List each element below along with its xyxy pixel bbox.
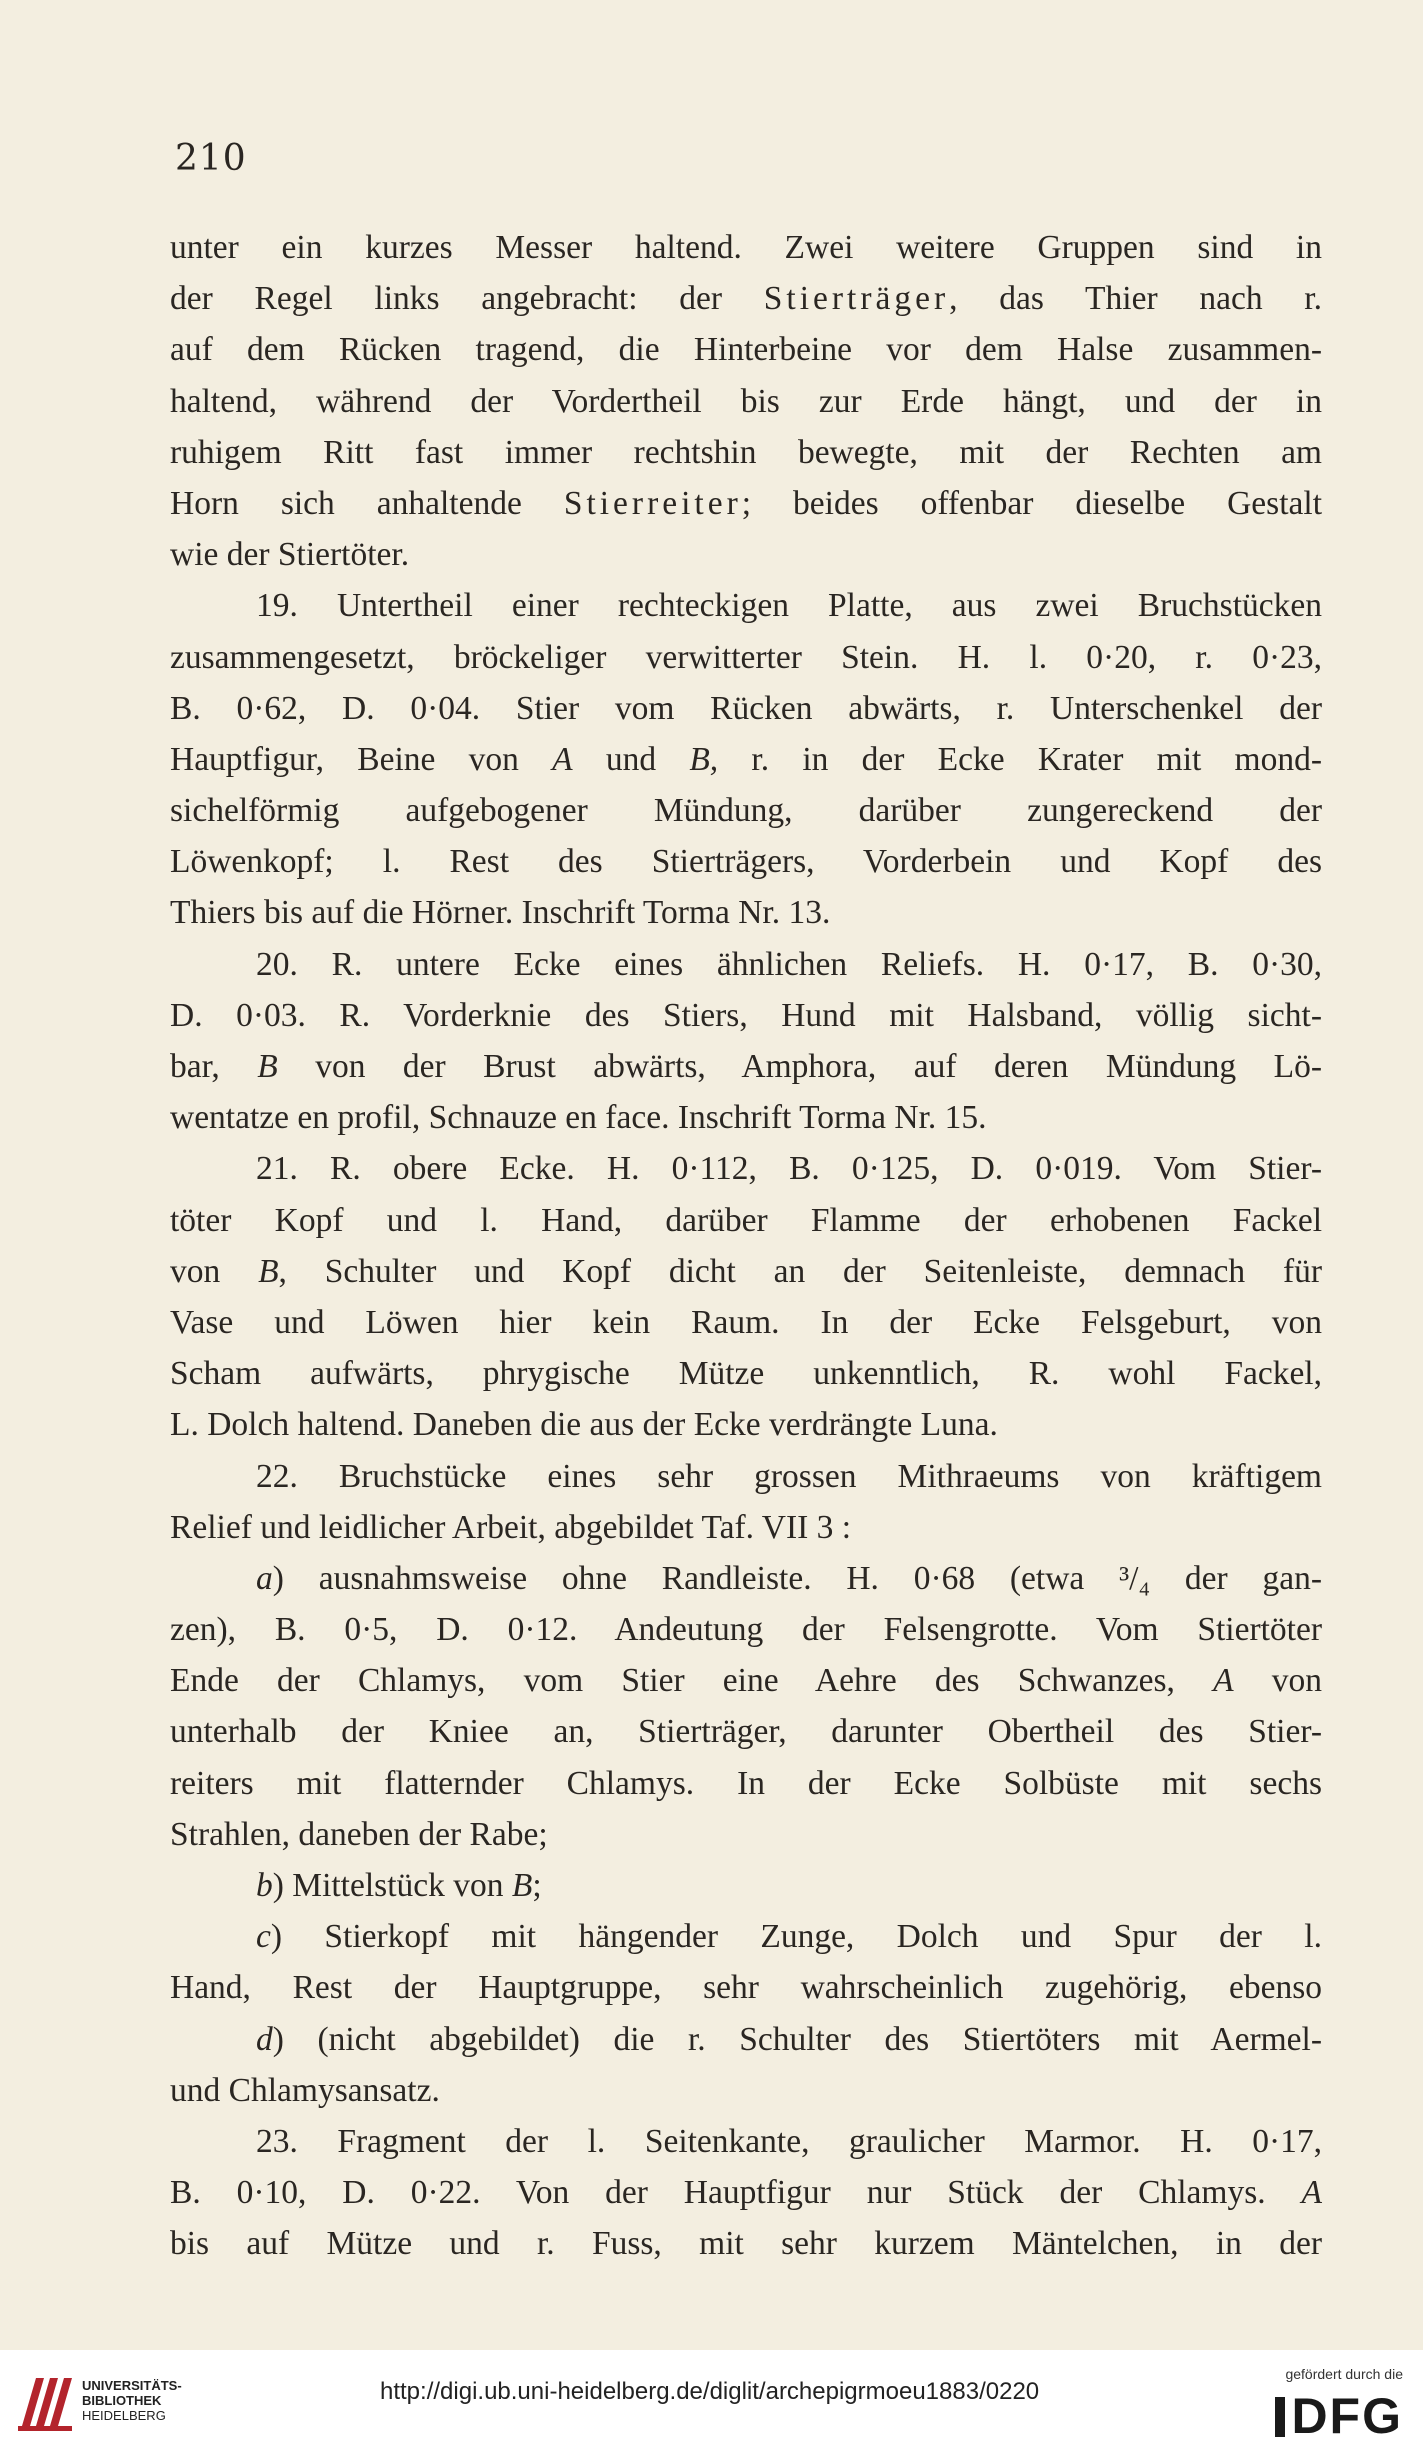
line-segment: B bbox=[511, 1867, 533, 1904]
line-segment: ) Mittelstück von bbox=[272, 1867, 512, 1904]
line-segment: auf dem Rücken tragend, die Hinterbeine vor dem Halse zusammen- bbox=[170, 331, 1322, 369]
line-segment: Scham aufwärts, phrygische Mütze unkenntlich, R. wohl Fackel, bbox=[170, 1355, 1322, 1393]
text-line bbox=[170, 785, 1322, 836]
line-segment: B. 0·10, D. 0·22. Von der Hauptfigur nur Stück der Chlamys. bbox=[170, 2174, 1302, 2212]
text-line bbox=[170, 580, 1322, 631]
line-segment: ) ausnahmsweise ohne Randleiste. H. 0·68 (etwa ³/₄ der gan- bbox=[272, 1559, 1322, 1597]
line-segment: 21. R. obere Ecke. H. 0·112, B. 0·125, D. 0·019. Vom Stier- bbox=[256, 1150, 1322, 1188]
line-segment: Vase und Löwen hier kein Raum. In der Ecke Felsgeburt, von bbox=[170, 1303, 1322, 1341]
text-line bbox=[170, 1553, 1322, 1604]
line-segment: Stierträger bbox=[763, 280, 950, 318]
text-line bbox=[170, 427, 1322, 478]
line-segment: D. 0·03. R. Vorderknie des Stiers, Hund mit Halsband, völlig sicht- bbox=[170, 996, 1322, 1034]
text-line bbox=[170, 1246, 1322, 1297]
line-segment: ; bbox=[532, 1867, 542, 1904]
text-line bbox=[170, 222, 1322, 273]
line-segment: von der Brust abwärts, Amphora, auf deren Mündung Lö- bbox=[277, 1048, 1322, 1085]
line-segment: wentatze en profil, Schnauze en face. Inschrift Torma Nr. 15. bbox=[170, 1099, 987, 1137]
text-line bbox=[170, 1860, 1322, 1911]
line-segment: Hand, Rest der Hauptgruppe, sehr wahrscheinlich zugehörig, ebenso bbox=[170, 1969, 1322, 2007]
text-line bbox=[170, 1962, 1322, 2013]
text-line bbox=[170, 1041, 1322, 1092]
text-line bbox=[170, 1809, 1322, 1860]
text-line bbox=[170, 836, 1322, 887]
line-segment: ruhigem Ritt fast immer rechtshin bewegte, mit der Rechten am bbox=[170, 433, 1322, 471]
funding-note: gefördert durch die bbox=[1285, 2366, 1403, 2382]
line-segment: B, bbox=[689, 740, 719, 778]
text-line bbox=[170, 2065, 1322, 2116]
line-segment: B. 0·62, D. 0·04. Stier vom Rücken abwärts, r. Unterschenkel der bbox=[170, 689, 1322, 727]
line-segment: sichelförmig aufgebogener Mündung, darüber zungereckend der bbox=[170, 792, 1322, 830]
text-line bbox=[170, 1195, 1322, 1246]
line-segment: A bbox=[552, 740, 573, 778]
line-segment: L. Dolch haltend. Daneben die aus der Ecke verdrängte Luna. bbox=[170, 1406, 998, 1444]
line-segment: unter ein kurzes Messer haltend. Zwei weitere Gruppen sind in bbox=[170, 229, 1322, 266]
line-segment: Strahlen, daneben der Rabe; bbox=[170, 1815, 548, 1853]
line-segment: reiters mit flatternder Chlamys. In der Ecke Solbüste mit sechs bbox=[170, 1764, 1322, 1802]
text-line bbox=[170, 2167, 1322, 2218]
line-segment: 22. Bruchstücke eines sehr grossen Mithraeums von kräftigem bbox=[256, 1457, 1322, 1495]
library-name-line-1: UNIVERSITÄTS- bbox=[82, 2378, 182, 2393]
line-segment: b bbox=[256, 1867, 273, 1904]
university-library-name bbox=[82, 2378, 182, 2423]
text-line bbox=[170, 990, 1322, 1041]
line-segment: 23. Fragment der l. Seitenkante, graulicher Marmor. H. 0·17, bbox=[256, 2122, 1322, 2160]
line-segment: Relief und leidlicher Arbeit, abgebildet Taf. VII 3 : bbox=[170, 1508, 852, 1546]
line-segment: r. in der Ecke Krater mit mond- bbox=[718, 740, 1323, 778]
text-line bbox=[170, 1399, 1322, 1450]
line-segment: A bbox=[1213, 1662, 1234, 1700]
text-line bbox=[170, 2116, 1322, 2167]
line-segment: , das Thier nach r. bbox=[949, 280, 1322, 318]
text-line bbox=[170, 1451, 1322, 1502]
text-line bbox=[170, 1758, 1322, 1809]
text-line bbox=[170, 273, 1322, 324]
text-line bbox=[170, 1655, 1322, 1706]
line-segment: töter Kopf und l. Hand, darüber Flamme der erhobenen Fackel bbox=[170, 1201, 1322, 1239]
line-segment: und bbox=[572, 740, 690, 778]
line-segment: , Schulter und Kopf dicht an der Seitenleiste, demnach für bbox=[278, 1252, 1323, 1290]
line-segment: B bbox=[257, 1048, 278, 1085]
line-segment: und Chlamysansatz. bbox=[170, 2071, 440, 2109]
text-line bbox=[170, 1706, 1322, 1757]
text-line bbox=[170, 1297, 1322, 1348]
line-segment: unterhalb der Kniee an, Stierträger, darunter Obertheil des Stier- bbox=[170, 1713, 1322, 1751]
text-line bbox=[170, 632, 1322, 683]
line-segment: ) (nicht abgebildet) die r. Schulter des Stiertöters mit Aermel- bbox=[272, 2020, 1322, 2058]
text-line bbox=[170, 2014, 1322, 2065]
line-segment: Ende der Chlamys, vom Stier eine Aehre des Schwanzes, bbox=[170, 1662, 1214, 1700]
text-line bbox=[170, 1604, 1322, 1655]
line-segment: bis auf Mütze und r. Fuss, mit sehr kurzem Mäntelchen, in der bbox=[170, 2225, 1322, 2263]
line-segment: ) Stierkopf mit hängender Zunge, Dolch und Spur der l. bbox=[270, 1918, 1322, 1956]
line-segment: A bbox=[1301, 2174, 1322, 2212]
text-line bbox=[170, 324, 1322, 375]
line-segment: a bbox=[256, 1559, 273, 1597]
text-line bbox=[170, 1911, 1322, 1962]
text-line bbox=[170, 734, 1322, 785]
page-number: 210 bbox=[175, 138, 247, 179]
dfg-logo[interactable] bbox=[1275, 2388, 1403, 2444]
line-segment: zusammengesetzt, bröckeliger verwitterter Stein. H. l. 0·20, r. 0·23, bbox=[170, 638, 1322, 676]
text-line bbox=[170, 478, 1322, 529]
university-library-logo-icon[interactable] bbox=[14, 2368, 74, 2434]
line-segment: Hauptfigur, Beine von bbox=[170, 740, 553, 778]
source-url-link[interactable]: http://digi.ub.uni-heidelberg.de/diglit/archepigrmoeu1883/0220 bbox=[380, 2378, 1040, 2405]
line-segment: haltend, während der Vordertheil bis zur Erde hängt, und der in bbox=[170, 382, 1322, 420]
library-name-line-2: BIBLIOTHEK bbox=[82, 2393, 162, 2408]
text-line bbox=[170, 529, 1322, 580]
dfg-logo-text: DFG bbox=[1291, 2388, 1403, 2444]
text-line bbox=[170, 1502, 1322, 1553]
line-segment: 19. Untertheil einer rechteckigen Platte, aus zwei Bruchstücken bbox=[256, 587, 1322, 625]
line-segment: d bbox=[256, 2020, 273, 2058]
line-segment: der Regel links angebracht: der bbox=[170, 280, 764, 318]
line-segment: wie der Stiertöter. bbox=[170, 536, 410, 574]
line-segment: von bbox=[170, 1252, 259, 1290]
line-segment: Löwenkopf; l. Rest des Stierträgers, Vorderbein und Kopf des bbox=[170, 843, 1322, 881]
text-line bbox=[170, 376, 1322, 427]
library-name-line-3: HEIDELBERG bbox=[82, 2408, 166, 2423]
body-text bbox=[170, 222, 1322, 2270]
text-line bbox=[170, 1348, 1322, 1399]
text-line bbox=[170, 939, 1322, 990]
text-line bbox=[170, 683, 1322, 734]
line-segment: Horn sich anhaltende bbox=[170, 484, 564, 522]
line-segment: 20. R. untere Ecke eines ähnlichen Reliefs. H. 0·17, B. 0·30, bbox=[256, 945, 1322, 983]
line-segment: B bbox=[258, 1252, 279, 1290]
line-segment: Stierreiter bbox=[563, 484, 742, 522]
text-line bbox=[170, 1092, 1322, 1143]
text-line bbox=[170, 1143, 1322, 1194]
text-line bbox=[170, 887, 1322, 938]
line-segment: zen), B. 0·5, D. 0·12. Andeutung der Felsengrotte. Vom Stiertöter bbox=[170, 1611, 1322, 1649]
footer-bar bbox=[0, 2350, 1423, 2449]
line-segment: bar, bbox=[170, 1048, 258, 1085]
line-segment: von bbox=[1233, 1662, 1322, 1700]
line-segment: ; beides offenbar dieselbe Gestalt bbox=[741, 484, 1323, 522]
line-segment: Thiers bis auf die Hörner. Inschrift Torma Nr. 13. bbox=[170, 894, 831, 932]
text-line bbox=[170, 2218, 1322, 2269]
line-segment: c bbox=[256, 1918, 271, 1956]
dfg-stripe-icon bbox=[1275, 2397, 1285, 2437]
